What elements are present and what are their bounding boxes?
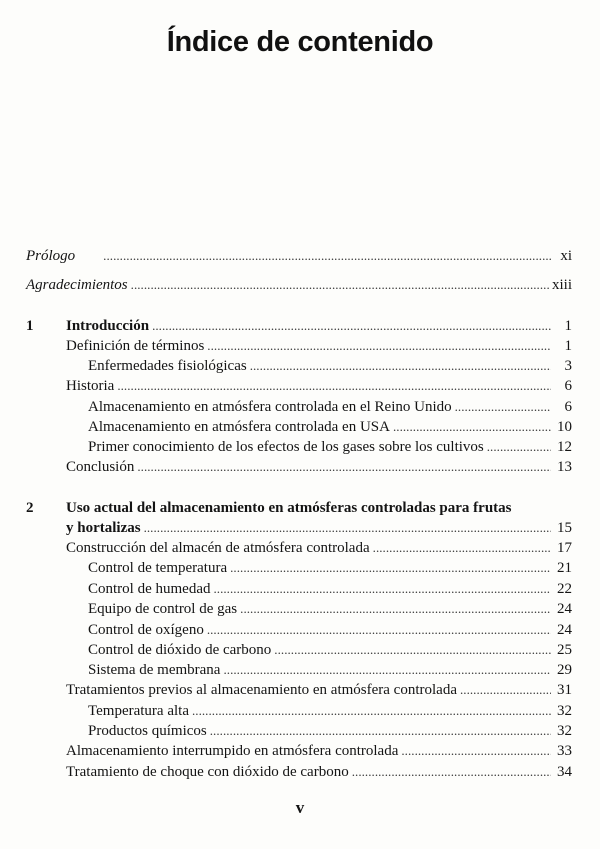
toc-entry[interactable] <box>66 762 572 782</box>
dot-leader <box>137 457 551 477</box>
toc-page-number: 21 <box>557 560 572 576</box>
toc-page-number: 32 <box>557 703 572 719</box>
toc-entry-label: Control de humedad <box>88 581 211 597</box>
toc-subentry[interactable] <box>88 356 572 376</box>
toc-page-number: 33 <box>557 743 572 759</box>
toc-entry-label: Construcción del almacén de atmósfera controlada <box>66 540 370 556</box>
toc-subentry[interactable] <box>88 599 572 619</box>
toc-page-number: 1 <box>564 318 572 334</box>
dot-leader <box>401 741 551 761</box>
dot-leader <box>230 558 551 578</box>
dot-leader <box>223 660 551 680</box>
toc-page-number: 32 <box>557 723 572 739</box>
toc-entry-label: Tratamientos previos al almacenamiento en atmósfera controlada <box>66 682 457 698</box>
toc-chapter-title-cont: y hortalizas <box>66 520 141 536</box>
page-number: v <box>295 798 305 817</box>
toc-subentry[interactable] <box>88 558 572 578</box>
toc-entry-label: Definición de términos <box>66 338 205 354</box>
toc-page-number: 29 <box>557 662 572 678</box>
toc-entry[interactable] <box>66 457 572 477</box>
toc-subentry[interactable] <box>88 721 572 741</box>
toc-chapter-1[interactable] <box>66 316 572 336</box>
dot-leader <box>455 397 551 417</box>
dot-leader <box>487 437 551 457</box>
toc-entry-label: Control de oxígeno <box>88 622 204 638</box>
dot-leader <box>117 376 551 396</box>
dot-leader <box>393 417 551 437</box>
toc-page-number: 22 <box>557 581 572 597</box>
toc-subentry[interactable] <box>88 397 572 417</box>
toc-entry-label: Historia <box>66 378 115 394</box>
toc-entry-label: Control de temperatura <box>88 560 228 576</box>
toc-entry-label: Prólogo <box>26 248 76 264</box>
toc-chapter-title: Introducción <box>66 318 150 334</box>
chapter-number: 1 <box>26 318 34 334</box>
toc-subentry[interactable] <box>88 701 572 721</box>
toc-entry[interactable] <box>66 680 572 700</box>
toc-subentry[interactable] <box>88 437 572 457</box>
dot-leader <box>103 246 551 266</box>
toc-page-number: 3 <box>564 358 572 374</box>
dot-leader <box>207 336 551 356</box>
dot-leader <box>240 599 551 619</box>
toc-entry-agradecimientos[interactable] <box>26 275 572 295</box>
toc-page-number: 6 <box>564 378 572 394</box>
toc-entry[interactable] <box>66 336 572 356</box>
toc-page-number: 12 <box>557 439 572 455</box>
toc-entry-prologo[interactable] <box>26 246 572 266</box>
toc-entry[interactable] <box>66 741 572 761</box>
toc-entry-label: Equipo de control de gas <box>88 601 238 617</box>
dot-leader <box>131 275 549 295</box>
toc-page-number: 10 <box>557 419 572 435</box>
dot-leader <box>250 356 551 376</box>
toc-entry-label: Agradecimientos <box>26 277 128 293</box>
dot-leader <box>352 762 551 782</box>
toc-page-number: 24 <box>557 622 572 638</box>
dot-leader <box>373 538 551 558</box>
chapter-number: 2 <box>26 500 34 516</box>
toc-entry-label: Almacenamiento interrumpido en atmósfera controlada <box>66 743 399 759</box>
toc-entry-label: Almacenamiento en atmósfera controlada en el Reino Unido <box>88 399 452 415</box>
toc-entry-label: Temperatura alta <box>88 703 189 719</box>
toc-page-number: 25 <box>557 642 572 658</box>
dot-leader <box>274 640 551 660</box>
toc-page-number: 34 <box>557 764 572 780</box>
dot-leader <box>144 518 551 538</box>
toc-page-number: xi <box>560 248 572 264</box>
toc-entry-label: Enfermedades fisiológicas <box>88 358 247 374</box>
dot-leader <box>207 620 551 640</box>
dot-leader <box>152 316 551 336</box>
dot-leader <box>460 680 551 700</box>
toc-subentry[interactable] <box>88 640 572 660</box>
toc-page-number: xiii <box>551 277 572 293</box>
toc-page-number: 6 <box>564 399 572 415</box>
toc-entry[interactable] <box>66 538 572 558</box>
dot-leader <box>192 701 551 721</box>
toc-subentry[interactable] <box>88 579 572 599</box>
toc-page-number: 31 <box>557 682 572 698</box>
toc-page-number: 13 <box>557 459 572 475</box>
toc-entry[interactable] <box>66 376 572 396</box>
dot-leader <box>213 579 551 599</box>
toc-page-number: 24 <box>557 601 572 617</box>
toc-page-number: 15 <box>557 520 572 536</box>
toc-entry-label: Sistema de membrana <box>88 662 221 678</box>
toc-subentry[interactable] <box>88 660 572 680</box>
toc-chapter-title[interactable]: Uso actual del almacenamiento en atmósferas controladas para frutas <box>66 500 512 516</box>
toc-entry-label: Control de dióxido de carbono <box>88 642 272 658</box>
toc-page-number: 1 <box>564 338 572 354</box>
toc-entry-label: Primer conocimiento de los efectos de los gases sobre los cultivos <box>88 439 484 455</box>
toc-entry-label: Almacenamiento en atmósfera controlada en USA <box>88 419 390 435</box>
toc-entry-label: Productos químicos <box>88 723 207 739</box>
toc-page-number: 17 <box>557 540 572 556</box>
toc-entry-label: Tratamiento de choque con dióxido de carbono <box>66 764 349 780</box>
dot-leader <box>210 721 551 741</box>
toc-subentry[interactable] <box>88 417 572 437</box>
toc-chapter-2[interactable] <box>66 518 572 538</box>
toc-entry-label: Conclusión <box>66 459 135 475</box>
page-title: Índice de contenido <box>166 26 434 58</box>
toc-subentry[interactable] <box>88 620 572 640</box>
